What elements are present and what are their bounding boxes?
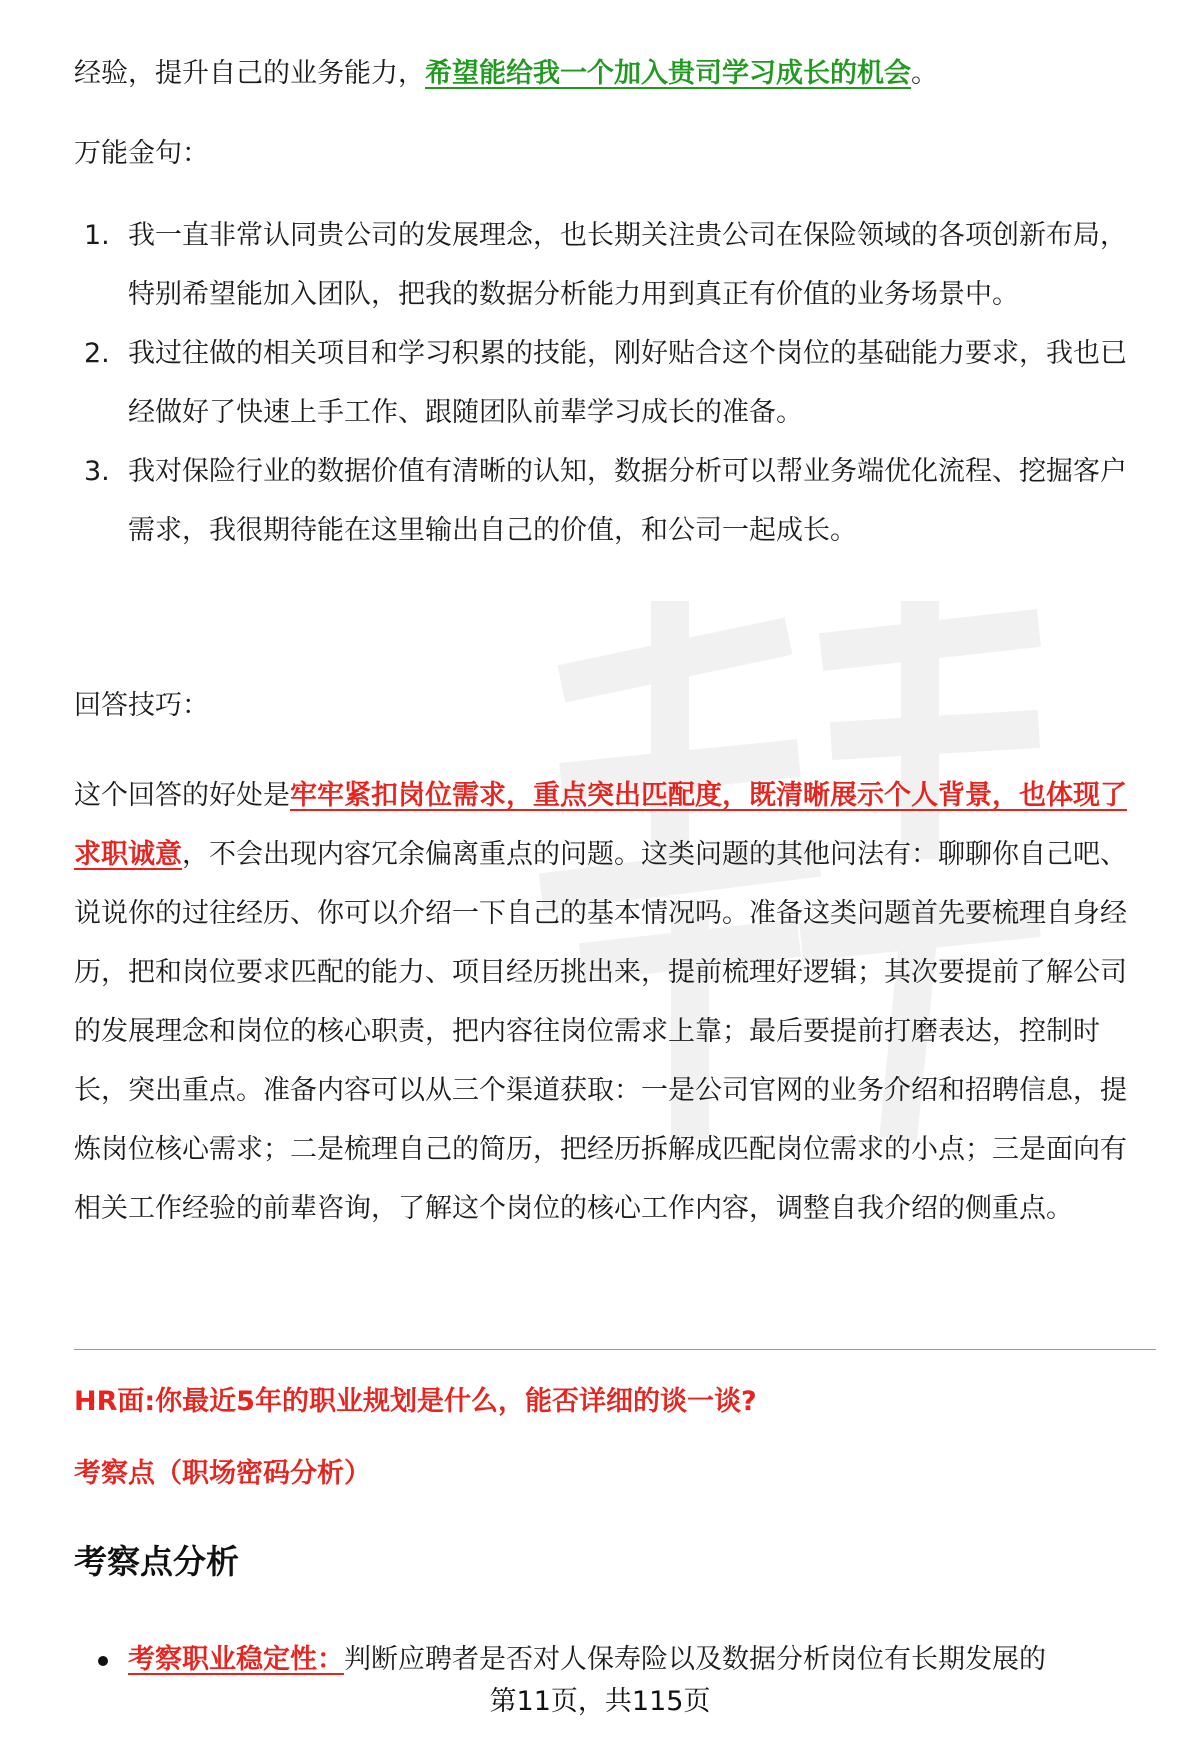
- section-divider: [74, 1349, 1156, 1350]
- analysis-heading: 考察点分析: [74, 1542, 239, 1581]
- intro-highlight: 希望能给我一个加入贵司学习成长的机会: [425, 58, 911, 89]
- golden-heading: 万能金句：: [74, 138, 209, 169]
- list-number: 3.: [84, 456, 110, 487]
- golden-list: [74, 206, 1144, 560]
- bullet-dot-icon: [98, 1656, 108, 1666]
- tips-highlight: 牢牢紧扣岗位需求，重点突出匹配度，既清晰展示个人背景，也体现了求职诚意: [74, 780, 1127, 870]
- tips-rest: ，不会出现内容冗余偏离重点的问题。这类问题的其他问法有：聊聊你自己吧、说说你的过往经历、你可以介绍一下自己的基本情况吗。准备这类问题首先要梳理自身经历，把和岗位要求匹配的能力、项目经历挑出来，提前梳理好逻辑；其次要提前了解公司的发展理念和岗位的核心职责，把内容往岗位需求上靠；最后要提前打磨表达，控制时长，突出重点。准备内容可以从三个渠道获取：一是公司官网的业务介绍和招聘信息，提炼岗位核心需求；二是梳理自己的简历，把经历拆解成匹配岗位需求的小点；三是面向有相关工作经验的前辈咨询，了解这个岗位的核心工作内容，调整自我介绍的侧重点。: [74, 839, 1127, 1224]
- list-number: 1.: [84, 220, 110, 251]
- bullet-text: 判断应聘者是否对人保寿险以及数据分析岗位有长期发展的: [344, 1644, 1046, 1675]
- intro-end: 。: [911, 58, 938, 89]
- list-item: [74, 206, 1144, 324]
- hr-question: HR面:你最近5年的职业规划是什么，能否详细的谈一谈?: [74, 1386, 757, 1417]
- inspect-point-heading: 考察点（职场密码分析）: [74, 1458, 371, 1489]
- page-footer: 第11页，共115页: [489, 1686, 711, 1717]
- tips-prefix: 这个回答的好处是: [74, 780, 290, 811]
- list-item: [74, 442, 1144, 560]
- intro-text: 经验，提升自己的业务能力，: [74, 58, 425, 89]
- list-number: 2.: [84, 338, 110, 369]
- list-text: 我对保险行业的数据价值有清晰的认知，数据分析可以帮业务端优化流程、挖掘客户需求，我很期待能在这里输出自己的价值，和公司一起成长。: [128, 456, 1127, 546]
- bullet-text-line: [128, 1640, 1046, 1680]
- list-item: [74, 324, 1144, 442]
- tips-heading: 回答技巧：: [74, 690, 209, 721]
- tips-paragraph: [74, 766, 1144, 1238]
- list-text: 我过往做的相关项目和学习积累的技能，刚好贴合这个岗位的基础能力要求，我也已经做好了快速上手工作、跟随团队前辈学习成长的准备。: [128, 338, 1127, 428]
- intro-paragraph: [74, 44, 1144, 103]
- bullet-label: 考察职业稳定性：: [128, 1644, 344, 1675]
- list-text: 我一直非常认同贵公司的发展理念，也长期关注贵公司在保险领域的各项创新布局，特别希望能加入团队，把我的数据分析能力用到真正有价值的业务场景中。: [128, 220, 1127, 310]
